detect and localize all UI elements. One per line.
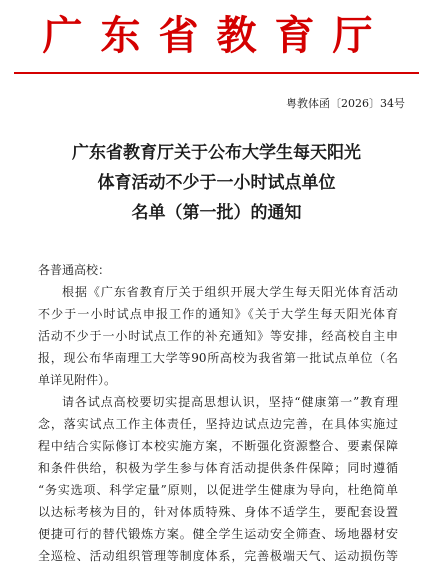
paragraph-line: 念，落实试点工作主体责任，坚持边试点边完善，在具体实施过 <box>38 417 398 431</box>
paragraph-line: 活动不少于一小时试点工作的补充通知》等安排，经高校自主申 <box>38 329 398 343</box>
paragraph-line: “务实选项、科学定量”原则，以促进学生健康为导向，杜绝简单 <box>38 483 398 497</box>
issuing-organization-header: 广东省教育厅 <box>42 12 391 59</box>
title-line: 广东省教育厅关于公布大学生每天阳光 <box>72 143 361 163</box>
paragraph-line: 根据《广东省教育厅关于组织开展大学生每天阳光体育活动 <box>62 285 398 299</box>
title-line: 体育活动不少于一小时试点单位 <box>97 173 336 193</box>
document-number: 粤教体函〔2026〕34号 <box>286 97 405 110</box>
body-paragraph-2 <box>38 391 398 567</box>
title-line: 名单（第一批）的通知 <box>131 203 302 223</box>
paragraph-line: 请各试点高校要切实提高思想认识，坚持“健康第一”教育理 <box>62 395 398 409</box>
paragraph-line: 和条件供给，积极为学生参与体育活动提供条件保障；同时遵循 <box>38 461 398 475</box>
paragraph-line: 报，现公布华南理工大学等90所高校为我省第一批试点单位（名 <box>38 351 398 365</box>
body-paragraph-1 <box>38 281 398 391</box>
paragraph-line: 便捷可行的替代锻炼方案。健全学生运动安全筛查、场地器材安 <box>38 527 398 541</box>
paragraph-line: 程中结合实际修订本校实施方案，不断强化资源整合、要素保障 <box>38 439 398 453</box>
paragraph-line: 不少于一小时试点申报工作的通知》《关于大学生每天阳光体育 <box>38 307 398 321</box>
document-title <box>30 138 403 228</box>
paragraph-line: 单详见附件）。 <box>38 373 117 387</box>
red-separator-line <box>14 72 419 74</box>
paragraph-line: 以达标考核为目的，针对体质特殊、身体不适学生，要配套设置 <box>38 505 398 519</box>
salutation: 各普通高校： <box>38 263 111 277</box>
paragraph-line: 全巡检、活动组织管理等制度体系，完善极端天气、运动损伤等 <box>38 549 398 563</box>
